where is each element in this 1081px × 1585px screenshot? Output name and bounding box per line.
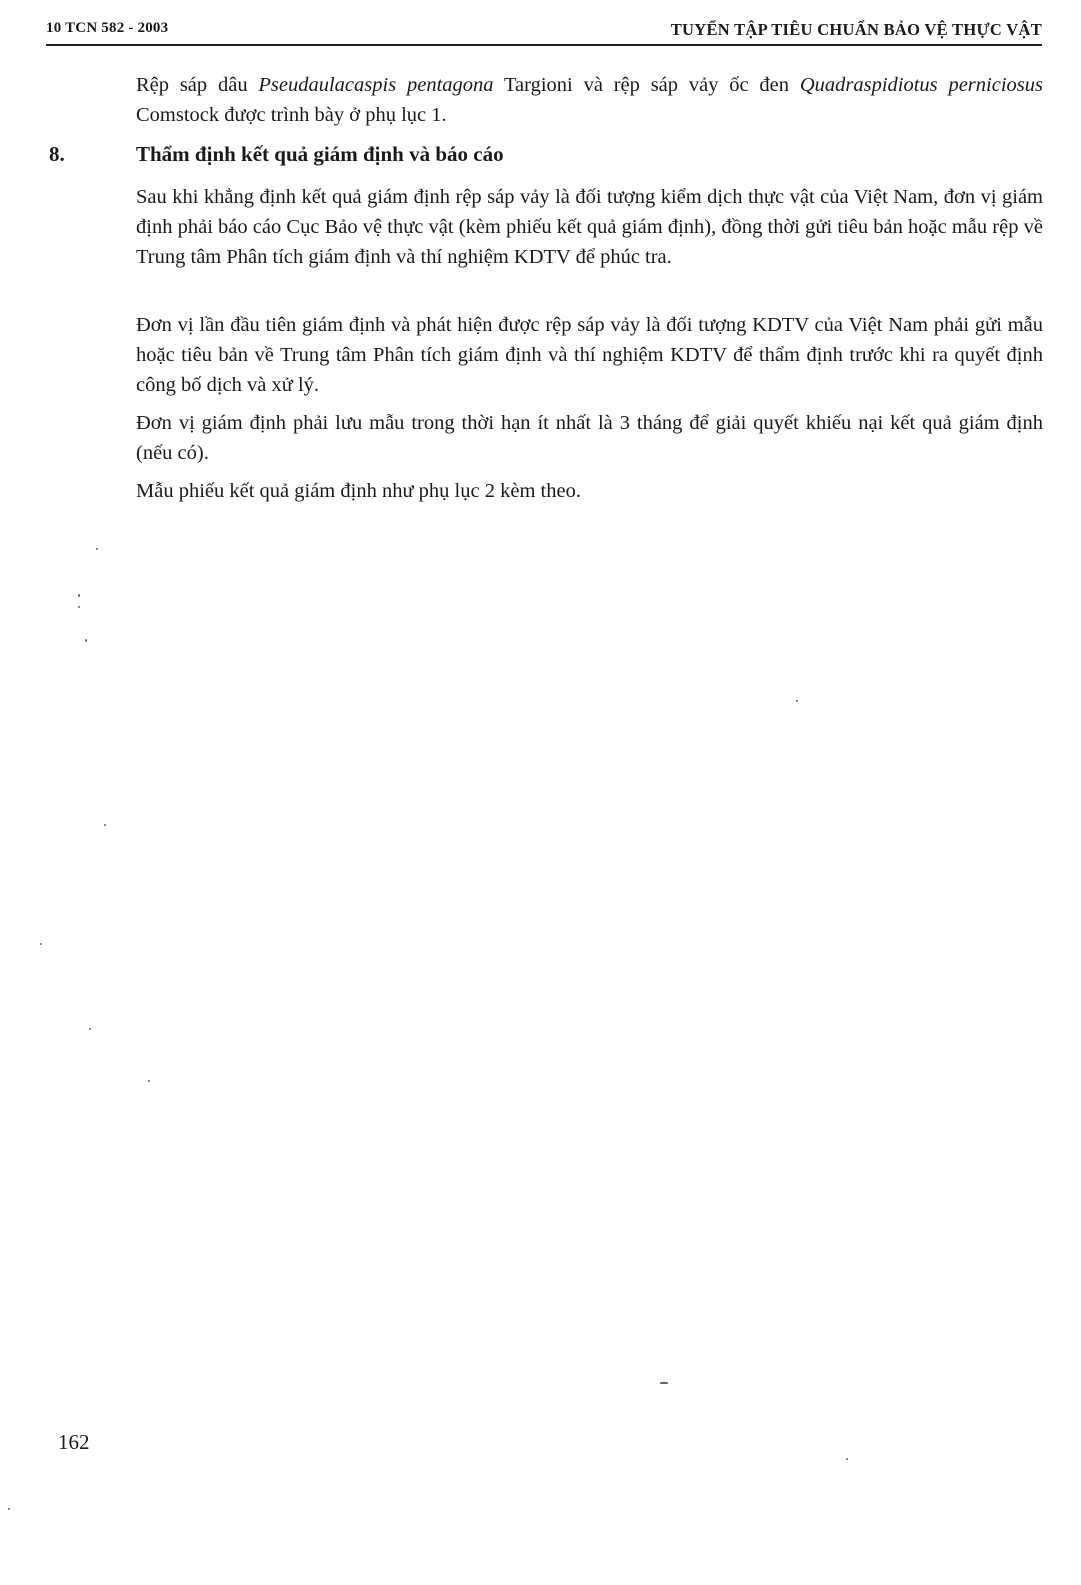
species-name-1: Pseudaulacaspis pentagona xyxy=(258,74,494,96)
paragraph-sample-storage: Đơn vị giám định phải lưu mẫu trong thời hạn ít nhất là 3 tháng để giải quyết khiếu nại kết quả giám định (nếu có). xyxy=(136,412,1043,464)
scan-speck xyxy=(96,548,98,550)
intro-paragraph xyxy=(136,70,1043,130)
intro-text-1: Rệp sáp dâu xyxy=(136,74,259,96)
document-code: 10 TCN 582 - 2003 xyxy=(46,20,169,36)
paragraph-form-reference: Mẫu phiếu kết quả giám định như phụ lục 2 kèm theo. xyxy=(136,480,581,502)
species-name-2: Quadraspidiotus perniciosus xyxy=(799,74,1043,96)
paragraph-report: Sau khi khẳng định kết quả giám định rệp sáp vảy là đối tượng kiểm dịch thực vật của Việt Nam, đơn vị giám định phải báo cáo Cục Bảo vệ thực vật (kèm phiếu kết quả giám định), đồng thời gửi tiêu bản hoặc mẫu rệp về Trung tâm Phân tích giám định và thí nghiệm KDTV để phúc tra. xyxy=(136,186,1043,268)
scan-speck xyxy=(846,1458,848,1460)
scan-speck xyxy=(8,1508,10,1510)
paragraph-first-detection: Đơn vị lần đầu tiên giám định và phát hiện được rệp sáp vảy là đối tượng KDTV của Việt Nam phải gửi mẫu hoặc tiêu bản về Trung tâm Phân tích giám định và thí nghiệm KDTV để thẩm định trước khi ra quyết định công bố dịch và xử lý. xyxy=(136,314,1043,396)
page-number: 162 xyxy=(58,1430,90,1454)
intro-text-3: Comstock được trình bày ở phụ lục 1. xyxy=(136,104,447,126)
scan-speck xyxy=(796,700,798,702)
scan-speck xyxy=(148,1080,150,1082)
section-title: Thẩm định kết quả giám định và báo cáo xyxy=(136,142,504,166)
scan-speck xyxy=(78,606,80,608)
scan-speck xyxy=(40,943,42,945)
scan-speck xyxy=(89,1028,91,1030)
section-number: 8. xyxy=(49,142,65,166)
scan-speck xyxy=(85,639,87,642)
intro-text-2: Targioni và rệp sáp vảy ốc đen xyxy=(493,74,800,96)
scan-speck xyxy=(104,824,106,826)
running-header xyxy=(46,20,1042,46)
scan-speck xyxy=(78,594,80,597)
collection-title: TUYỂN TẬP TIÊU CHUẨN BẢO VỆ THỰC VẬT xyxy=(670,20,1042,39)
scan-speck xyxy=(660,1382,668,1384)
